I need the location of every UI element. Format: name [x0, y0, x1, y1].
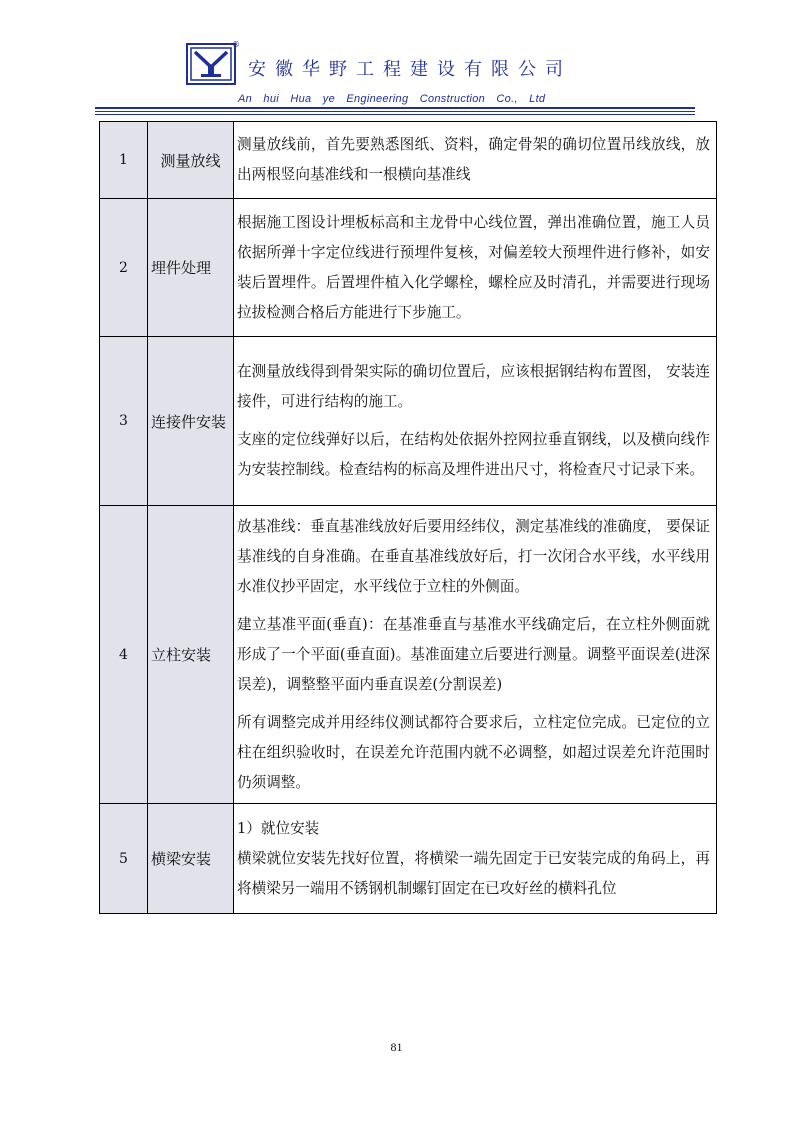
step-name: 连接件安装	[148, 337, 234, 506]
table-row	[100, 199, 717, 337]
step-name: 测量放线	[148, 122, 234, 199]
company-name-en: An hui Hua ye Engineering Construction Co., Ltd	[238, 93, 546, 105]
page-header	[0, 0, 793, 120]
description-paragraph: 测量放线前，首先要熟悉图纸、资料，确定骨架的确切位置吊线放线，放出两根竖向基准线和一根横向基准线	[237, 136, 710, 183]
description-paragraph: 在测量放线得到骨架实际的确切位置后，应该根据钢结构布置图， 安装连接件，可进行结构的施工。	[237, 363, 710, 410]
description-paragraph: 所有调整完成并用经纬仪测试都符合要求后，立柱定位完成。已定位的立柱在组织验收时，在误差允许范围内就不必调整，如超过误差允许范围时仍须调整。	[237, 713, 710, 791]
header-rule	[95, 107, 695, 109]
table-row	[100, 506, 717, 804]
step-description	[234, 122, 717, 199]
header-rule	[95, 111, 695, 112]
company-logo-icon	[186, 43, 236, 85]
step-description	[234, 506, 717, 804]
step-description	[234, 337, 717, 506]
description-paragraph: 1）就位安装	[237, 819, 320, 837]
step-number: 1	[100, 122, 148, 199]
description-paragraph: 根据施工图设计埋板标高和主龙骨中心线位置，弹出准确位置，施工人员依据所弹十字定位线进行预埋件复核，对偏差较大预埋件进行修补，如安装后置埋件。后置埋件植入化学螺栓，螺栓应及时清孔，并需要进行现场拉拔检测合格后方能进行下步施工。	[237, 213, 710, 321]
step-number: 5	[100, 804, 148, 914]
description-paragraph: 支座的定位线弹好以后，在结构处依据外控网拉垂直钢线，以及横向线作为安装控制线。检查结构的标高及埋件进出尺寸，将检查尺寸记录下来。	[237, 431, 710, 478]
step-number: 4	[100, 506, 148, 804]
description-paragraph: 建立基准平面(垂直)：在基准垂直与基准水平线确定后，在立柱外侧面就形成了一个平面(垂直面)。基准面建立后要进行测量。调整平面误差(进深误差)，调整整平面内垂直误差(分割误差)	[237, 615, 710, 693]
table-row	[100, 804, 717, 914]
step-number: 2	[100, 199, 148, 337]
company-name-cn: 安徽华野工程建设有限公司	[248, 59, 572, 80]
step-name: 横梁安装	[148, 804, 234, 914]
description-paragraph: 放基准线：垂直基准线放好后要用经纬仪，测定基准线的准确度， 要保证基准线的自身准确。在垂直基准线放好后，打一次闭合水平线，水平线用水准仪抄平固定，水平线位于立柱的外侧面。	[237, 517, 710, 595]
table-row	[100, 122, 717, 199]
procedure-table	[99, 121, 717, 914]
step-number: 3	[100, 337, 148, 506]
step-description	[234, 199, 717, 337]
step-name: 立柱安装	[148, 506, 234, 804]
registered-mark: ®	[232, 40, 240, 49]
step-name: 埋件处理	[148, 199, 234, 337]
page-number: 81	[390, 1040, 403, 1054]
step-description	[234, 804, 717, 914]
header-rule	[95, 114, 695, 115]
table-row	[100, 337, 717, 506]
description-paragraph: 横梁就位安装先找好位置，将横梁一端先固定于已安装完成的角码上，再将横梁另一端用不锈钢机制螺钉固定在已攻好丝的横料孔位	[237, 849, 710, 897]
